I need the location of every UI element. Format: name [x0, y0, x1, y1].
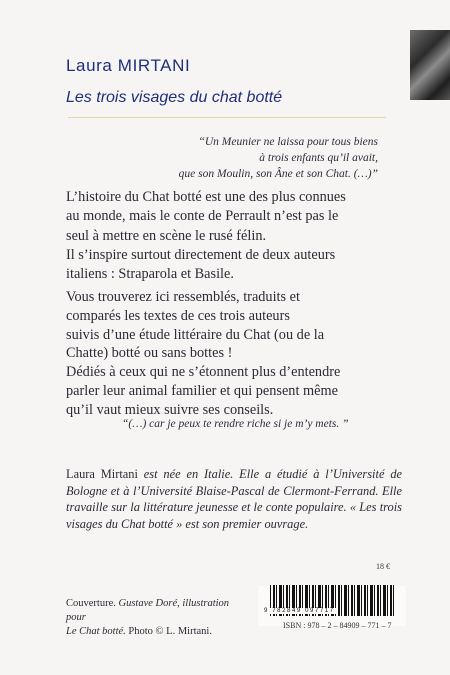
paragraph-line: suivis d’une étude littéraire du Chat (ou de la: [66, 326, 325, 343]
paragraph-line: au monde, mais le conte de Perrault n’est pas le: [66, 208, 339, 225]
bio-author-name: Laura Mirtani: [66, 467, 138, 481]
credits-illustration: Gustave Doré, illustration pour: [66, 598, 230, 623]
paragraph-line: seul à mettre en scène le rusé félin.: [66, 227, 267, 244]
cover-credits: [66, 597, 236, 639]
epigraph-line: que son Moulin, son Âne et son Chat. (…)”: [178, 168, 378, 180]
paragraph-line: italiens : Straparola et Basile.: [66, 266, 234, 283]
epigraph-line: “Un Meunier ne laissa pour tous biens: [198, 136, 378, 148]
barcode-digits: 9 782849 097717: [264, 608, 335, 614]
credits-photo: Photo © L. Mirtani.: [125, 626, 212, 637]
author-name: Laura MIRTANI: [66, 56, 191, 75]
paragraph-line: Il s’inspire surtout directement de deux auteurs: [66, 246, 336, 263]
title-divider: [68, 117, 386, 118]
paragraph-line: qu’il vaut mieux suivre ses conseils.: [66, 401, 274, 418]
closing-quote: “(…) car je peux te rendre riche si je m’y mets. ”: [122, 418, 349, 430]
price-label: 18 €: [376, 562, 390, 571]
epigraph-quote: [179, 134, 378, 182]
paragraph-line: L’histoire du Chat botté est une des plus connues: [66, 189, 346, 205]
bio-text: est née en Italie. Elle a étudié à l’Université de Bologne et à l’Université Blaise-Pascal de Clermont-Ferrand. Elle travaille sur la littérature jeunesse et le conte populaire. « Les trois visages du Chat botté » est son premier ouvrage.: [66, 467, 403, 531]
book-title: Les trois visages du chat botté: [66, 89, 283, 106]
description-paragraph-1: [66, 188, 396, 284]
cover-photo-fragment: [410, 30, 450, 100]
epigraph-line: à trois enfants qu’il avait,: [259, 152, 378, 164]
paragraph-line: parler leur animal familier et qui pensent même: [66, 382, 338, 399]
credits-label: Couverture.: [66, 598, 116, 609]
paragraph-line: Chatte) botté ou sans bottes !: [66, 345, 233, 362]
paragraph-line: Dédiés à ceux qui ne s’étonnent plus d’entendre: [66, 364, 341, 381]
description-paragraph-2: [66, 288, 396, 420]
paragraph-line: Vous trouverez ici ressemblés, traduits et: [66, 289, 300, 305]
credits-work: Le Chat botté.: [66, 626, 126, 637]
isbn-number: ISBN : 978 – 2 – 84909 – 771 – 7: [283, 621, 392, 630]
author-bio: [66, 466, 402, 532]
paragraph-line: comparés les textes de ces trois auteurs: [66, 307, 290, 324]
